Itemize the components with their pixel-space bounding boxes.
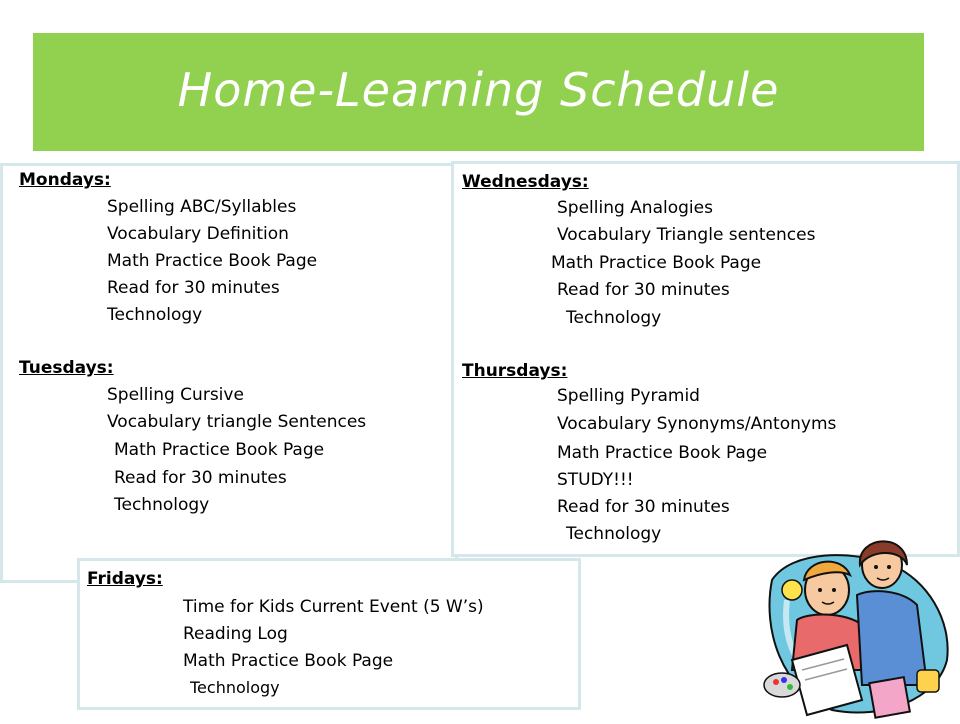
mondays-item: Technology [107,305,203,325]
mondays-item: Read for 30 minutes [107,278,280,298]
tuesdays-item: Spelling Cursive [107,385,244,405]
fridays-item: Reading Log [183,624,288,644]
tuesdays-item: Technology [114,495,210,515]
tuesdays-item: Read for 30 minutes [114,468,287,488]
thursdays-item: Math Practice Book Page [557,443,768,463]
mondays-heading: Mondays: [19,170,111,190]
fridays-item: Technology [190,678,280,697]
mondays-item: Math Practice Book Page [107,251,318,271]
fridays-item: Math Practice Book Page [183,651,394,671]
thursdays-item: STUDY!!! [557,470,634,490]
tuesdays-heading: Tuesdays: [19,358,114,378]
wednesdays-item: Technology [566,308,662,328]
mondays-item: Spelling ABC/Syllables [107,197,297,217]
thursdays-item: Read for 30 minutes [557,497,730,517]
fridays-heading: Fridays: [87,569,163,589]
page-title: Home-Learning Schedule [177,63,780,117]
tuesdays-item: Vocabulary triangle Sentences [107,412,367,432]
mondays-item: Vocabulary Definition [107,224,289,244]
students-studying-clipart-icon [752,520,952,720]
wednesdays-item: Read for 30 minutes [557,280,730,300]
thursdays-item: Vocabulary Synonyms/Antonyms [557,414,837,434]
thursdays-heading: Thursdays: [462,361,568,381]
title-banner [33,33,924,151]
wednesdays-item: Vocabulary Triangle sentences [557,225,816,245]
wednesdays-heading: Wednesdays: [462,172,589,192]
thursdays-item: Spelling Pyramid [557,386,700,406]
tuesdays-item: Math Practice Book Page [114,440,325,460]
wednesdays-item: Math Practice Book Page [551,253,762,273]
thursdays-item: Technology [566,524,662,544]
wednesdays-item: Spelling Analogies [557,198,713,218]
fridays-item: Time for Kids Current Event (5 W’s) [183,597,484,617]
